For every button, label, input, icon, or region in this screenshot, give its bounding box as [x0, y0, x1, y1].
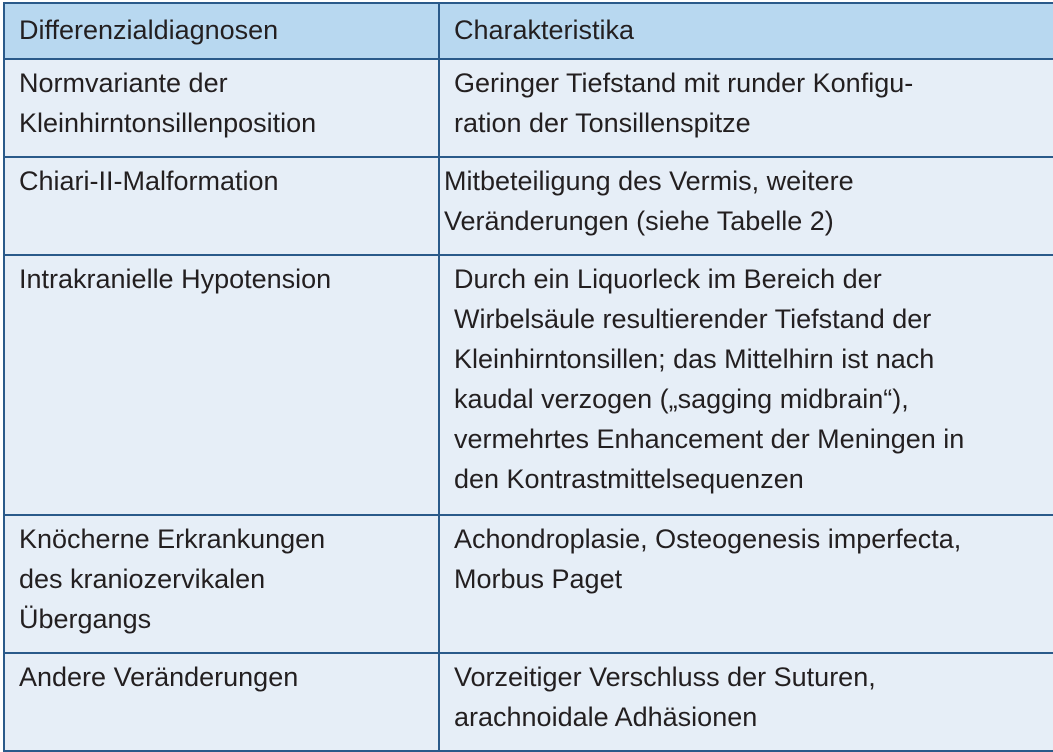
- diagnosis-cell: Normvariante der Kleinhirntonsillenposition: [4, 59, 439, 157]
- characteristics-cell: Achondroplasie, Osteogenesis imperfecta, Morbus Paget: [439, 515, 1053, 653]
- header-row: [4, 3, 1053, 59]
- column-header-diagnoses: Differenzialdiagnosen: [4, 3, 439, 59]
- diagnosis-cell: Chiari-II-Malformation: [4, 157, 439, 255]
- table-body: [4, 59, 1053, 751]
- characteristics-cell: Durch ein Liquorleck im Bereich der Wirbelsäule resultierender Tiefstand der Kleinhirntonsillen; das Mittelhirn ist nach kaudal verzogen („sagging midbrain“), vermehrtes Enhancement der Meningen in den Kontrastmittelsequenzen: [439, 255, 1053, 515]
- table-row: [4, 515, 1053, 653]
- characteristics-cell: Vorzeitiger Verschluss der Suturen, arachnoidale Adhäsionen: [439, 653, 1053, 751]
- diagnosis-cell: Knöcherne Erkrankungen des kraniozervikalen Übergangs: [4, 515, 439, 653]
- table-row: [4, 157, 1053, 255]
- diagnosis-cell: Intrakranielle Hypotension: [4, 255, 439, 515]
- column-header-characteristics: Charakteristika: [439, 3, 1053, 59]
- differential-diagnosis-table: [3, 2, 1053, 752]
- characteristics-cell: Mitbeteiligung des Vermis, weitere Veränderungen (siehe Tabelle 2): [439, 157, 1053, 255]
- characteristics-cell: Geringer Tiefstand mit runder Konfigu- ration der Tonsillenspitze: [439, 59, 1053, 157]
- diagnosis-cell: Andere Veränderungen: [4, 653, 439, 751]
- table-header: [4, 3, 1053, 59]
- table-row: [4, 255, 1053, 515]
- table-row: [4, 653, 1053, 751]
- table-row: [4, 59, 1053, 157]
